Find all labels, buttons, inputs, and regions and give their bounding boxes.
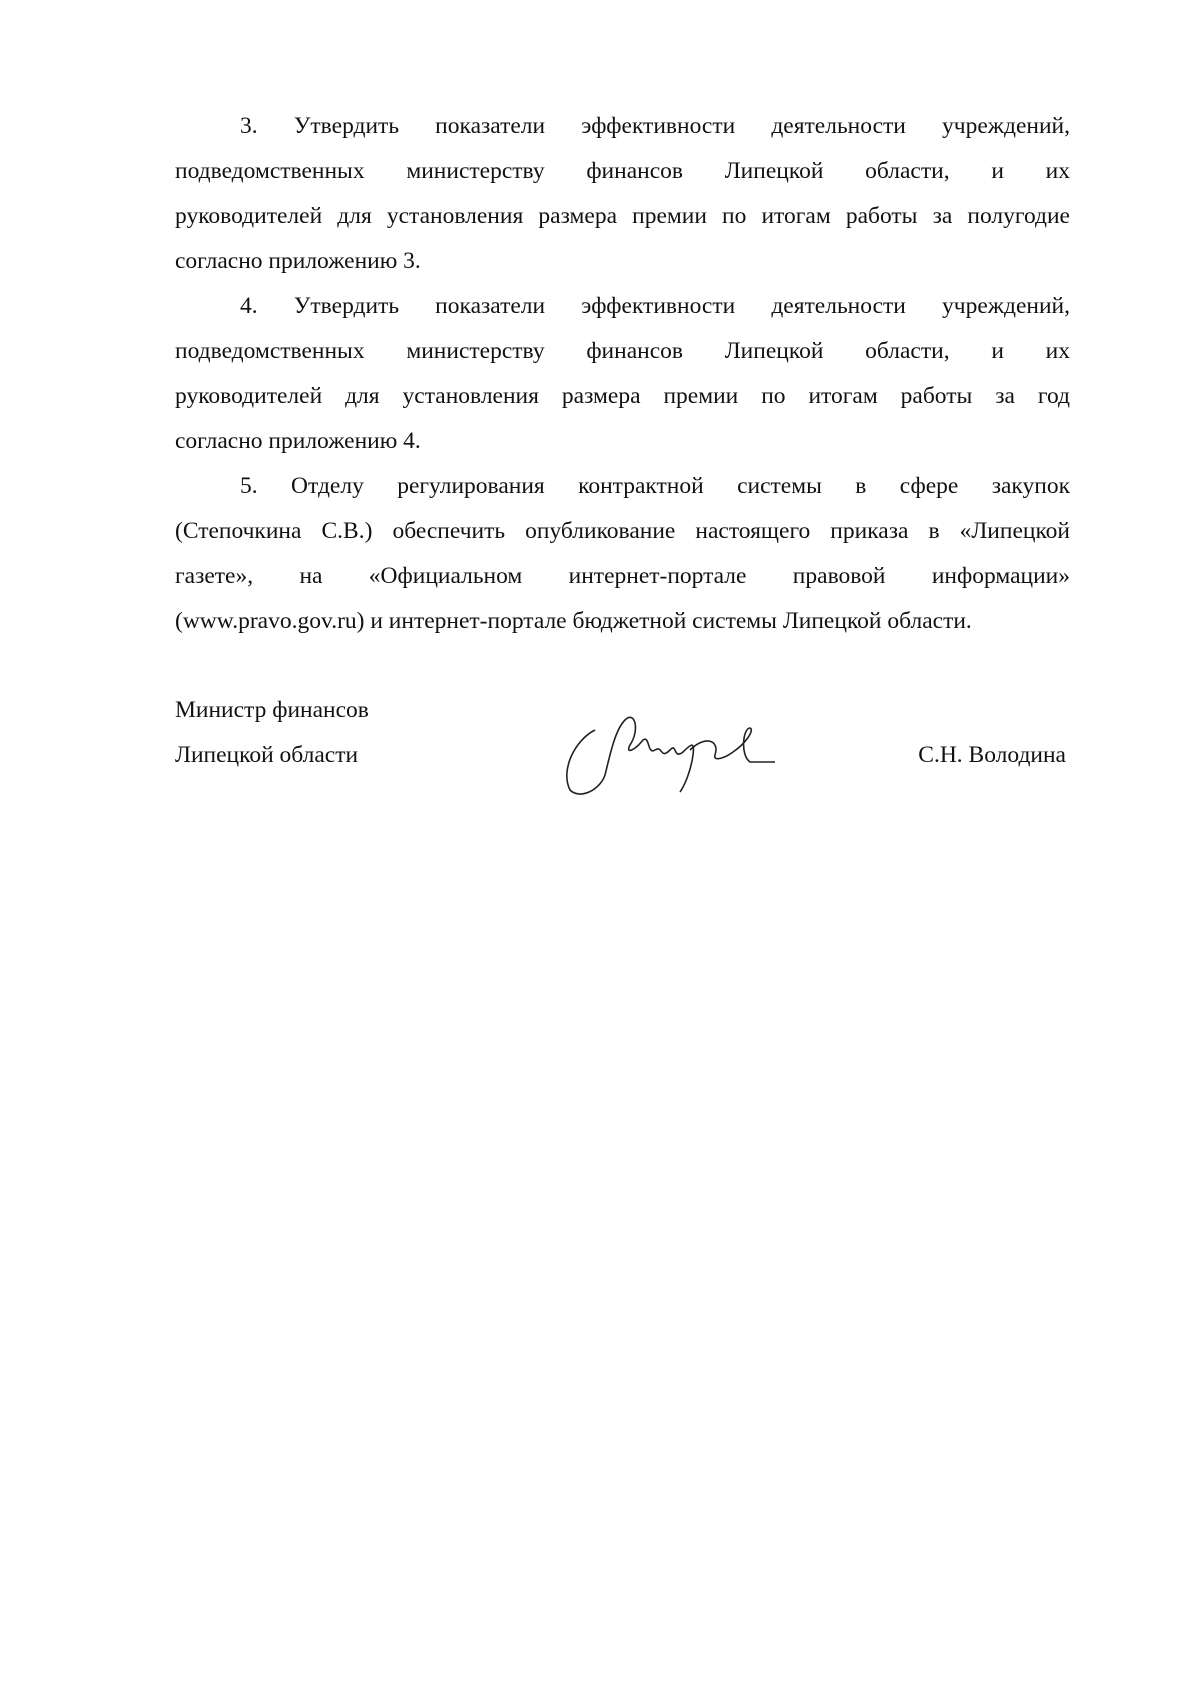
text-line: подведомственных министерству финансов Липецкой области, и их <box>175 338 1070 364</box>
text-line: 3. Утвердить показатели эффективности деятельности учреждений, <box>240 113 1070 139</box>
text-line: согласно приложению 4. <box>175 428 421 454</box>
text-line: подведомственных министерству финансов Липецкой области, и их <box>175 158 1070 184</box>
text-line: 5. Отделу регулирования контрактной системы в сфере закупок <box>240 473 1070 499</box>
text-line: 4. Утвердить показатели эффективности деятельности учреждений, <box>240 293 1070 319</box>
signatory-title-line1: Министр финансов <box>175 697 369 723</box>
text-line: руководителей для установления размера премии по итогам работы за год <box>175 383 1070 409</box>
text-line: согласно приложению 3. <box>175 248 421 274</box>
signatory-name: С.Н. Володина <box>918 742 1066 768</box>
signature-block <box>175 688 1070 798</box>
document-body <box>175 104 1070 644</box>
text-line: руководителей для установления размера премии по итогам работы за полугодие <box>175 203 1070 229</box>
paragraph-5 <box>175 464 1070 644</box>
paragraph-4 <box>175 284 1070 464</box>
paragraph-3 <box>175 104 1070 284</box>
text-line: (Степочкина С.В.) обеспечить опубликование настоящего приказа в «Липецкой <box>175 518 1070 544</box>
text-line: (www.pravo.gov.ru) и интернет-портале бюджетной системы Липецкой области. <box>175 608 972 634</box>
text-line: газете», на «Официальном интернет-портале правовой информации» <box>175 563 1070 589</box>
handwritten-signature <box>555 700 775 800</box>
signatory-title-line2: Липецкой области <box>175 742 359 768</box>
